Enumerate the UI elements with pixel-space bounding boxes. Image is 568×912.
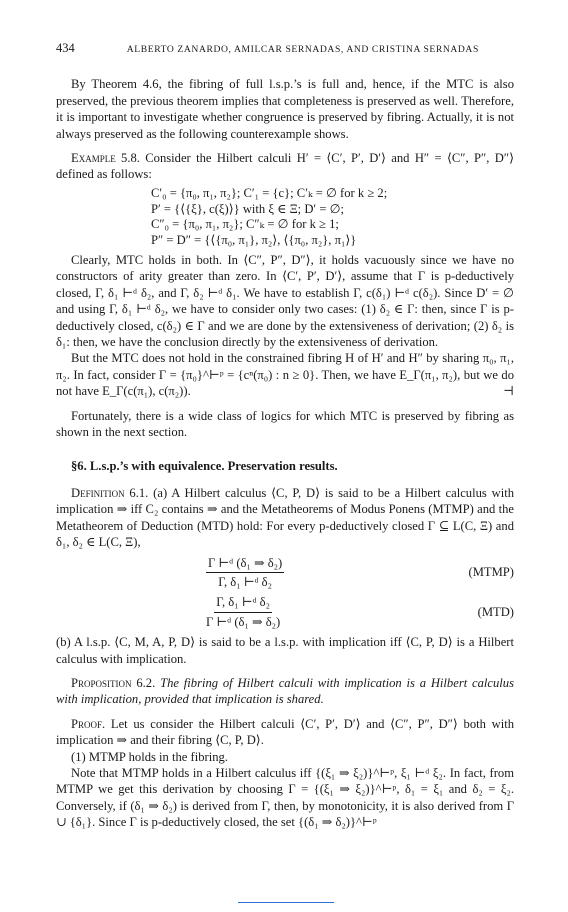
section-title: §6. L.s.p.’s with equivalence. Preservation results. — [71, 458, 338, 473]
mtmp-conclusion: Γ, δ₁ ⊢ᵈ δ₂ — [218, 574, 272, 589]
definition-text-a: (a) A Hilbert calculus ⟨C, P, D⟩ is said to be a Hilbert calculus with implication ⇒ iff C₂ contains ⇒ and the Metatheorems of Modus Ponens (MTMP) and the Metatheorem of Deduction (MTD) hold: For every p-deductively closed Γ ⊆ L(C, Ξ) and δ₁, δ₂ ∈ L(C, Ξ), — [56, 485, 515, 550]
proposition-paragraph — [56, 675, 514, 708]
example-label: Example 5.8. — [71, 151, 140, 166]
fortunately-paragraph: Fortunately, there is a wide class of logics for which MTC is preserved by fibring as shown in the next section. — [56, 408, 514, 440]
page-number: 434 — [56, 41, 75, 55]
mtd-rule — [56, 594, 514, 630]
display-line: C″₀ = {π₀, π₁, π₂}; C″ₖ = ∅ for k ≥ 1; — [151, 217, 339, 232]
proof-paragraph — [56, 716, 514, 749]
paper-page — [56, 40, 514, 831]
proof-item-1: (1) MTMP holds in the fibring. — [71, 749, 228, 764]
link-underline[interactable] — [238, 902, 334, 903]
mtmp-premise: Γ ⊢ᵈ (δ₁ ⇒ δ₂) — [206, 555, 284, 573]
example-paragraph — [56, 150, 514, 183]
display-line: P″ = D″ = {⟨{π₀, π₁}, π₂⟩, ⟨{π₀, π₂}, π₁⟩} — [151, 233, 357, 248]
mtd-fraction — [206, 594, 280, 630]
mtd-premise: Γ, δ₁ ⊢ᵈ δ₂ — [214, 594, 272, 612]
display-line: C′₀ = {π₀, π₁, π₂}; C′₁ = {c}; C′ₖ = ∅ for k ≥ 2; — [151, 185, 388, 200]
mtmp-rule — [56, 555, 514, 591]
display-line: P′ = {⟨{ξ}, c(ξ)⟩} with ξ ∈ Ξ; D′ = ∅; — [151, 201, 345, 216]
proof-label: Proof. — [71, 716, 106, 731]
definition-paragraph — [56, 485, 514, 551]
definition-part-b: (b) A l.s.p. ⟨C, M, A, P, D⟩ is said to be a l.s.p. with implication iff ⟨C, P, D⟩ is a Hilbert calculus with implication. — [56, 635, 514, 666]
proposition-label: Proposition 6.2. — [71, 675, 156, 690]
intro-paragraph: By Theorem 4.6, the fibring of full l.s.p.’s is full and, hence, if the MTC is also preserved, the previous theorem implies that completeness is preserved as well. Therefore, it is important to investigate whether congruence is preserved by fibring. Actually, it is not always preserved as the following counterexample shows. — [56, 77, 514, 141]
running-head: ALBERTO ZANARDO, AMILCAR SERNADAS, AND CRISTINA SERNADAS — [126, 44, 479, 55]
example-definitions — [151, 186, 514, 249]
page-header — [56, 40, 514, 58]
end-of-example-mark: ⊣ — [503, 384, 514, 399]
definition-label: Definition 6.1. — [71, 485, 149, 500]
proposition-text: The fibring of Hilbert calculi with implication is a Hilbert calculus with implication, provided that implication is shared. — [56, 675, 515, 707]
mtmp-fraction — [206, 555, 284, 591]
proof-text: Let us consider the Hilbert calculi ⟨C′, P′, D′⟩ and ⟨C″, P″, D″⟩ both with implication ⇒ and their fibring ⟨C, P, D⟩. — [56, 716, 514, 748]
example-para-1: Clearly, MTC holds in both. In ⟨C″, P″, D″⟩, it holds vacuously since we have no constructors of arity greater than zero. In ⟨C′, P′, D′⟩, assume that Γ is p-deductively closed, Γ, δ₁ ⊢ᵈ δ₂, and Γ, δ₂ ⊢ᵈ δ₁. We have to establish Γ, c(δ₁) ⊢ᵈ c(δ₂). Since D′ = ∅ and using Γ, δ₁ ⊢ᵈ δ₂, we have to consider only two cases: (1) δ₂ ∈ Γ: then, since Γ is p-deductively closed, c(δ₂) ∈ Γ and we are done by the extensiveness of derivation; (2) δ₂ is δ₁: then, we have the conclusion directly by the extensiveness of derivation. — [56, 253, 514, 350]
example-text: Consider the Hilbert calculi H′ = ⟨C′, P′, D′⟩ and H″ = ⟨C″, P″, D″⟩ defined as follows: — [56, 151, 514, 182]
proof-para: Note that MTMP holds in a Hilbert calculus iff {(ξ₁ ⇒ ξ₂)}^⊢ᵖ, ξ₁ ⊢ᵈ ξ₂. In fact, from MTMP we get this derivation by choosing Γ = {(ξ₁ ⇒ ξ₂)}^⊢ᵖ, δ₁ = ξ₁ and δ₂ = ξ₂. Conversely, if (δ₁ ⇒ δ₂) is derived from Γ, then, by monotonicity, it is also derived from Γ ∪ {δ₁}. Since Γ is p-deductively closed, the set {(δ₁ ⇒ δ₂)}^⊢ᵖ — [56, 766, 514, 830]
mtd-conclusion: Γ ⊢ᵈ (δ₁ ⇒ δ₂) — [206, 614, 281, 629]
example-para-2 — [56, 350, 514, 399]
mtd-tag: (MTD) — [477, 605, 514, 620]
mtmp-tag: (MTMP) — [468, 565, 514, 580]
example-para-2-text: But the MTC does not hold in the constrained fibring H of H′ and H″ by sharing π₀, π₁, π₂. In fact, consider Γ = {π₀}^⊢ᵖ = {cⁿ(π₀) : n ≥ 0}. Then, we have E_Γ(π₁, π₂), but we do not have E_Γ(c(π₁), c(π₂)). — [56, 351, 514, 399]
